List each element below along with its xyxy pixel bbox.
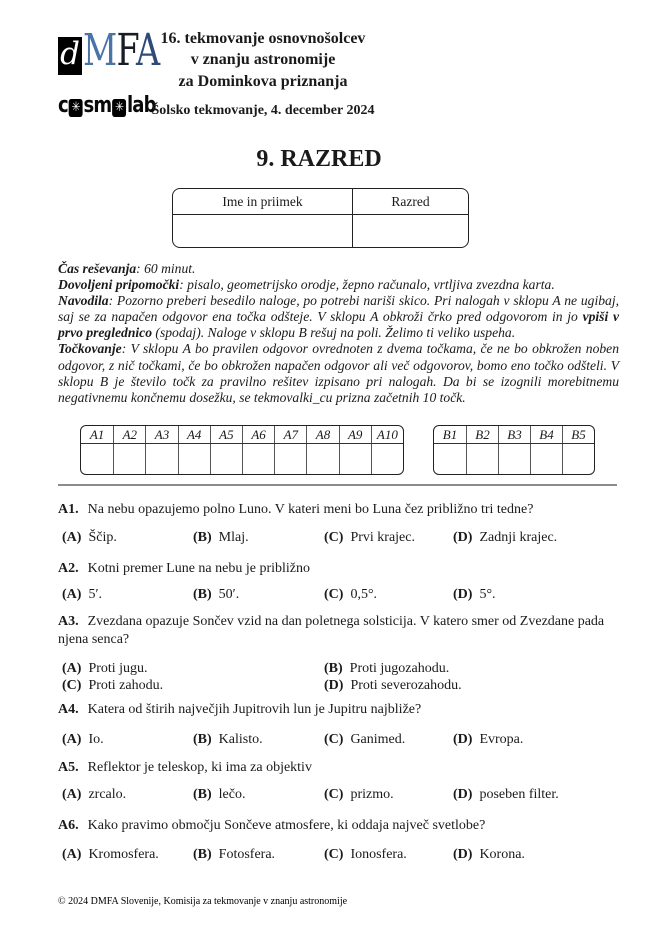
question-a3-id: A3. <box>58 614 79 629</box>
option-a2-a <box>62 586 193 603</box>
option-a1-a <box>62 529 193 546</box>
instruction-tockovanje-text: : V sklopu A bo pravilen odgovor ovrednoten z dvema točkama, če ne bo obkrožen noben odgovor, z nič točkami, če bo obkrožen napačen odgovor ali več odgovorov, bomo eno točko odšteli. V sklopu B je število točk za pravilno rešitev izpisano pri nalogah. Da bi se izognili morebitnemu negativnemu končnemu dosežku, se tekmovalki_cu prizna začetnih 10 točk. <box>58 341 619 405</box>
answer-cell-a6 <box>242 444 274 474</box>
competition-subtitle: Šolsko tekmovanje, 4. december 2024 <box>151 102 375 118</box>
question-a3-text: Zvezdana opazuje Sončev vzid na dan poletnega solsticija. V katero smer od Zvezdane pada njena senca? <box>58 614 605 647</box>
title-line-2: v znanju astronomije <box>190 51 336 69</box>
option-a4-b-label: (B) <box>193 732 212 747</box>
option-a5-b-text: lečo. <box>218 787 246 802</box>
option-a1-b-text: Mlaj. <box>218 530 249 545</box>
option-a3-a-text: Proti jugu. <box>88 661 148 676</box>
name-table-input-row <box>173 215 468 247</box>
question-a1-stem <box>58 501 619 519</box>
option-a1-b <box>193 529 324 546</box>
option-a1-d <box>453 529 619 546</box>
option-a6-d-text: Korona. <box>479 847 525 862</box>
question-a4-options <box>58 731 619 748</box>
option-a3-c-text: Proti zahodu. <box>88 678 164 693</box>
option-a5-d <box>453 786 619 803</box>
question-a4-id: A4. <box>58 702 79 717</box>
option-a2-a-label: (A) <box>62 587 82 602</box>
answer-cell-a7 <box>274 444 306 474</box>
option-a6-d <box>453 846 619 863</box>
option-a3-a-label: (A) <box>62 661 82 676</box>
option-a4-b-text: Kalisto. <box>218 732 263 747</box>
option-a1-c-text: Prvi krajec. <box>350 530 415 545</box>
instruction-cas-text: : 60 minut. <box>136 261 196 276</box>
question-a5-stem <box>58 759 619 777</box>
option-a4-d-text: Evropa. <box>479 732 524 747</box>
instruction-cas <box>58 261 619 277</box>
instruction-pripomocki <box>58 277 619 293</box>
answer-table-a-header: A9 <box>339 426 371 443</box>
answer-table-a-answer-row <box>81 444 403 474</box>
answer-table-a-header: A10 <box>371 426 403 443</box>
dmfa-logo-d: d <box>60 36 80 72</box>
answer-table-a-header: A5 <box>210 426 242 443</box>
option-a1-b-label: (B) <box>193 530 212 545</box>
option-a3-b-label: (B) <box>324 661 343 676</box>
star-icon: ✳ <box>112 99 126 117</box>
option-a6-c <box>324 846 453 863</box>
option-a3-a <box>62 660 324 677</box>
star-icon: ✳ <box>69 99 83 117</box>
answer-cell-a2 <box>113 444 145 474</box>
instruction-cas-label: Čas reševanja <box>58 261 137 276</box>
instruction-navodila-post: (spodaj). Naloge v sklopu B rešuj na poli. Želimo ti veliko uspeha. <box>152 325 516 341</box>
answer-table-b-header: B5 <box>562 426 594 443</box>
question-a1-id: A1. <box>58 502 79 517</box>
answer-cell-a9 <box>339 444 371 474</box>
option-a5-c-text: prizmo. <box>350 787 394 802</box>
answer-table-a-header: A6 <box>242 426 274 443</box>
option-a2-d <box>453 586 619 603</box>
option-a6-a <box>62 846 193 863</box>
answer-table-b-header: B1 <box>442 426 458 442</box>
question-a2-options <box>58 586 619 603</box>
question-a1-text: Na nebu opazujemo polno Luno. V kateri meni bo Luna čez približno tri tedne? <box>87 502 534 517</box>
question-a2-text: Kotni premer Lune na nebu je približno <box>87 561 310 576</box>
question-a3-stem <box>58 613 619 649</box>
answer-table-a-header: A2 <box>113 426 145 443</box>
footer-copyright: © 2024 DMFA Slovenije, Komisija za tekmovanje v znanju astronomije <box>58 896 348 907</box>
answer-cell-a5 <box>210 444 242 474</box>
option-a5-c-label: (C) <box>324 787 344 802</box>
dmfa-logo-d-box <box>58 37 82 75</box>
option-a5-a-text: zrcalo. <box>88 787 127 802</box>
answer-cell-b5 <box>562 444 594 474</box>
option-a5-c <box>324 786 453 803</box>
question-a6-options <box>58 846 619 863</box>
question-a3-options <box>58 660 619 694</box>
option-a6-c-label: (C) <box>324 847 344 862</box>
instruction-navodila-bold: vpiši v prvo preglednico <box>58 309 619 341</box>
name-table-header-razred: Razred <box>391 193 430 209</box>
answer-cell-a4 <box>178 444 210 474</box>
option-a5-a-label: (A) <box>62 787 82 802</box>
option-a5-d-text: poseben filter. <box>479 787 559 802</box>
option-a2-b-text: 50′. <box>218 587 240 602</box>
name-table-header-ime: Ime in priimek <box>173 189 353 214</box>
cosmolab-text-lab: lab <box>126 93 156 118</box>
option-a4-a <box>62 731 193 748</box>
option-a4-b <box>193 731 324 748</box>
option-a4-c-text: Ganimed. <box>350 732 406 747</box>
instruction-pripomocki-label: Dovoljeni pripomočki <box>58 277 180 293</box>
question-a1-options <box>58 529 619 546</box>
cosmolab-text-c: c <box>58 93 68 118</box>
option-a4-a-label: (A) <box>62 732 82 747</box>
option-a6-c-text: Ionosfera. <box>350 847 407 862</box>
instruction-tockovanje-label: Točkovanje <box>58 341 122 357</box>
instruction-navodila-label: Navodila <box>58 293 109 309</box>
answer-cell-b3 <box>498 444 530 474</box>
instruction-tockovanje <box>58 341 619 405</box>
option-a6-b-label: (B) <box>193 847 212 862</box>
option-a5-a <box>62 786 193 803</box>
mfa-letter-m: M <box>83 25 117 76</box>
option-a1-d-label: (D) <box>453 530 473 545</box>
option-a3-c-label: (C) <box>62 678 82 693</box>
title-line-3: za Dominkova priznanja <box>178 72 348 90</box>
option-a2-d-text: 5°. <box>479 587 496 602</box>
instructions-block <box>58 261 619 406</box>
answer-table-a <box>80 425 404 475</box>
question-a4-stem <box>58 701 619 719</box>
answer-table-a-header: A4 <box>178 426 210 443</box>
option-a4-a-text: Io. <box>88 732 104 747</box>
option-a3-b <box>324 660 619 677</box>
question-a6-id: A6. <box>58 818 79 833</box>
option-a5-b-label: (B) <box>193 787 212 802</box>
answer-cell-b2 <box>466 444 498 474</box>
name-input-cell <box>173 215 353 247</box>
question-a4-text: Katera od štirih največjih Jupitrovih lun je Jupitru najbliže? <box>87 702 422 717</box>
name-table-header-row <box>173 189 468 215</box>
option-a1-a-label: (A) <box>62 530 82 545</box>
option-a3-d <box>324 677 619 694</box>
option-a6-a-text: Kromosfera. <box>88 847 159 862</box>
answer-table-a-header: A3 <box>145 426 177 443</box>
name-table <box>172 188 469 248</box>
option-a2-c-text: 0,5°. <box>350 587 378 602</box>
answer-table-a-header-row <box>81 426 403 444</box>
grade-heading: 9. RAZRED <box>256 146 382 172</box>
option-a2-a-text: 5′. <box>88 587 102 602</box>
option-a2-b-label: (B) <box>193 587 212 602</box>
option-a3-d-text: Proti severozahodu. <box>350 678 462 693</box>
option-a2-d-label: (D) <box>453 587 473 602</box>
competition-title <box>96 28 430 120</box>
cosmolab-text-sm: sm <box>83 93 112 118</box>
question-a2-id: A2. <box>58 561 79 576</box>
question-a2-stem <box>58 560 619 578</box>
mfa-letter-f: F <box>116 25 137 76</box>
answer-table-b-header: B2 <box>466 426 498 443</box>
option-a6-b-text: Fotosfera. <box>218 847 276 862</box>
answer-table-b-header-row <box>434 426 594 444</box>
option-a4-d <box>453 731 619 748</box>
answer-table-a-header: A1 <box>89 426 105 442</box>
option-a1-a-text: Ščip. <box>88 530 117 545</box>
answer-table-b-header: B4 <box>530 426 562 443</box>
option-a2-b <box>193 586 324 603</box>
answer-cell-a1 <box>81 444 113 474</box>
razred-input-cell <box>353 215 468 247</box>
answer-cell-a3 <box>145 444 177 474</box>
mfa-letter-a: A <box>136 25 160 76</box>
option-a4-d-label: (D) <box>453 732 473 747</box>
option-a3-d-label: (D) <box>324 678 344 693</box>
question-a6-text: Kako pravimo območju Sončeve atmosfere, ki oddaja največ svetlobe? <box>87 818 486 833</box>
option-a3-c <box>62 677 324 694</box>
answer-table-b-answer-row <box>434 444 594 474</box>
answer-cell-b4 <box>530 444 562 474</box>
answer-cell-a10 <box>371 444 403 474</box>
option-a5-d-label: (D) <box>453 787 473 802</box>
answer-cell-a8 <box>306 444 338 474</box>
option-a2-c-label: (C) <box>324 587 344 602</box>
answer-cell-b1 <box>434 444 466 474</box>
title-line-1: 16. tekmovanje osnovnošolcev <box>160 30 366 47</box>
option-a1-c <box>324 529 453 546</box>
question-a5-id: A5. <box>58 760 79 775</box>
question-a6-stem <box>58 817 619 835</box>
option-a2-c <box>324 586 453 603</box>
answer-table-b-header: B3 <box>498 426 530 443</box>
option-a4-c <box>324 731 453 748</box>
option-a1-d-text: Zadnji krajec. <box>479 530 558 545</box>
section-divider <box>58 484 617 486</box>
answer-table-a-header: A8 <box>306 426 338 443</box>
answer-table-b <box>433 425 595 475</box>
instruction-navodila <box>58 293 619 341</box>
option-a6-d-label: (D) <box>453 847 473 862</box>
option-a4-c-label: (C) <box>324 732 344 747</box>
instruction-pripomocki-text: : pisalo, geometrijsko orodje, žepno računalo, vrtljiva zvezdna karta. <box>179 277 555 293</box>
option-a6-a-label: (A) <box>62 847 82 862</box>
option-a1-c-label: (C) <box>324 530 344 545</box>
question-a5-text: Reflektor je teleskop, ki ima za objektiv <box>87 760 312 775</box>
option-a3-b-text: Proti jugozahodu. <box>349 661 450 676</box>
instruction-navodila-pre: : Pozorno preberi besedilo naloge, po potrebi nariši skico. Pri nalogah v sklopu A ne ugibaj, saj se za napačen odgovor ena točka odšteje. V sklopu A obkroži črko pred odgovorom in jo <box>58 293 619 325</box>
option-a6-b <box>193 846 324 863</box>
answer-table-a-header: A7 <box>274 426 306 443</box>
option-a5-b <box>193 786 324 803</box>
question-a5-options <box>58 786 619 803</box>
